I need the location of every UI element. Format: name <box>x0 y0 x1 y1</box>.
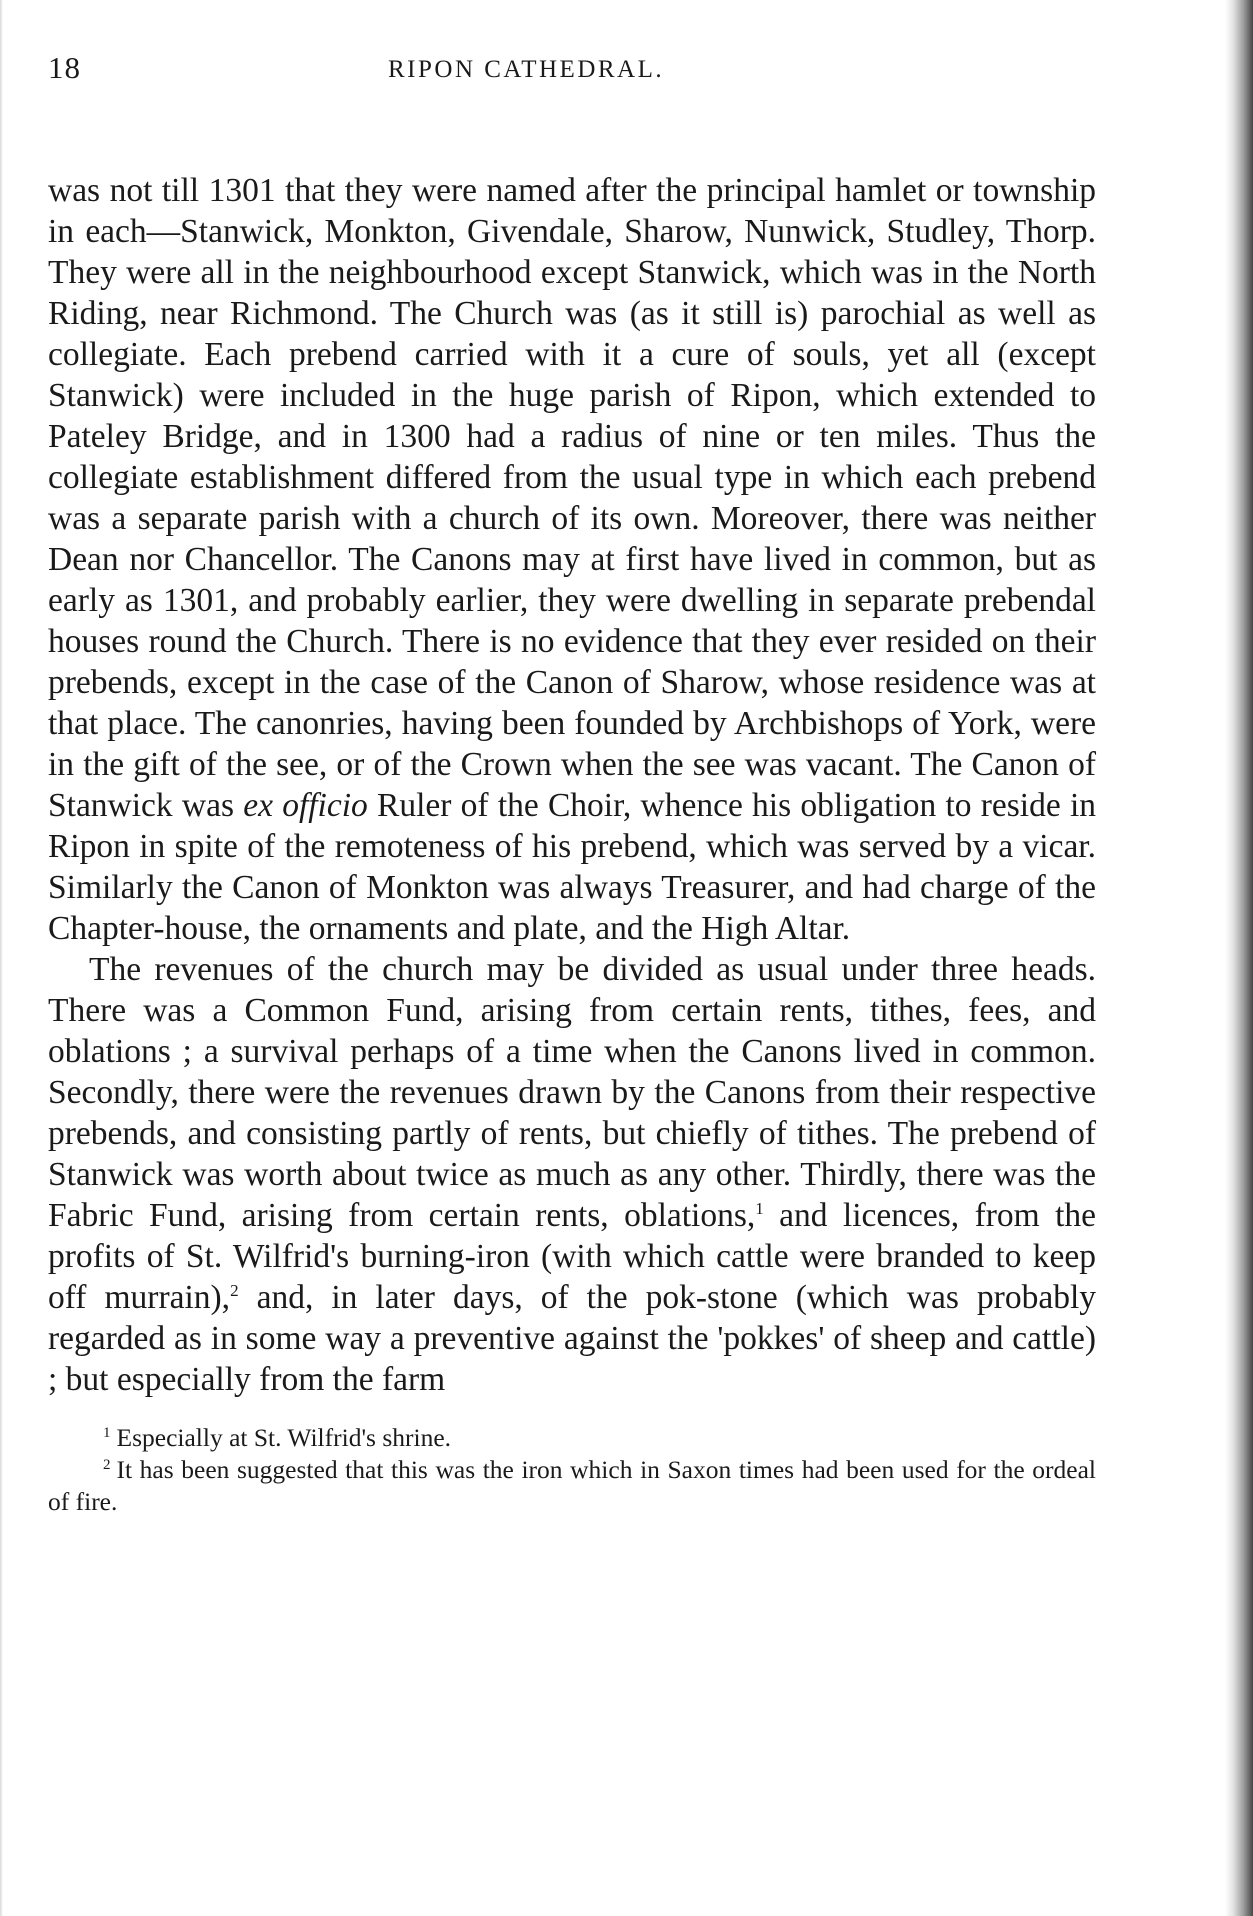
paragraph-2-text-c: and, in later days, of the pok-stone (which was probably regarded as in some way a preventive against the 'pokkes' of sheep and cattle) ; but especially from the farm <box>48 1279 1097 1398</box>
page-number: 18 <box>48 50 81 85</box>
paragraph-2-text-a: The revenues of the church may be divided as usual under three heads. There was a Common Fund, arising from certain rents, tithes, fees, and oblations ; a survival perhaps of a time when the Canons lived in common. Secondly, there were the revenues drawn by the Canons from their respective prebends, and consisting partly of rents, but chiefly of tithes. The prebend of Stanwick was worth about twice as much as any other. Thirdly, there was the Fabric Fund, arising from certain rents, oblations, <box>48 951 1096 1234</box>
scan-edge-right <box>1213 0 1253 1916</box>
paragraph-2-text-b: and licences, from the profits of St. Wilfrid's burning-iron (with which cattle were branded to keep off murrain), <box>48 1197 1096 1316</box>
footnotes <box>48 1422 1096 1518</box>
footnote-2-mark: 2 <box>103 1456 111 1473</box>
paragraph-2 <box>48 949 1096 1400</box>
scan-edge-left <box>0 0 3 1916</box>
running-head <box>48 40 1098 92</box>
footnote-ref-2: 2 <box>230 1280 239 1300</box>
running-title: RIPON CATHEDRAL. <box>388 56 665 83</box>
footnote-1-text: Especially at St. Wilfrid's shrine. <box>116 1423 452 1452</box>
footnote-2-text: It has been suggested that this was the iron which in Saxon times had been used for the ordeal of fire. <box>48 1455 1096 1516</box>
paragraph-1-text-a: was not till 1301 that they were named after the principal hamlet or township in each—Stanwick, Monkton, Givendale, Sharow, Nunwick, Studley, Thorp. They were all in the neighbourhood except Stanwick, which was in the North Riding, near Richmond. The Church was (as it still is) parochial as well as collegiate. Each prebend carried with it a cure of souls, yet all (except Stanwick) were included in the huge parish of Ripon, which extended to Pateley Bridge, and in 1300 had a radius of nine or ten miles. Thus the collegiate establishment differed from the usual type in which each prebend was a separate parish with a church of its own. Moreover, there was neither Dean nor Chancellor. The Canons may at first have lived in common, but as early as 1301, and probably earlier, they were dwelling in separate prebendal houses round the Church. There is no evidence that they ever resided on their prebends, except in the case of the Canon of Sharow, whose residence was at that place. The canonries, having been founded by Archbishops of York, were in the gift of the see, or of the Crown when the see was vacant. The Canon of Stanwick was <box>48 172 1096 824</box>
footnote-ref-1: 1 <box>755 1198 764 1218</box>
book-page <box>48 40 1098 1518</box>
paragraph-1-text-b: Ruler of the Choir, whence his obligation to reside in Ripon in spite of the remoteness of his prebend, which was served by a vicar. Similarly the Canon of Monkton was always Treasurer, and had charge of the Chapter-house, the ornaments and plate, and the High Altar. <box>48 787 1096 947</box>
footnote-1-mark: 1 <box>103 1424 111 1441</box>
footnote-2 <box>48 1454 1096 1518</box>
body-text <box>48 170 1096 1400</box>
paragraph-1-italic-phrase: ex officio <box>243 787 368 824</box>
footnote-1 <box>48 1422 1096 1454</box>
paragraph-1 <box>48 170 1096 949</box>
